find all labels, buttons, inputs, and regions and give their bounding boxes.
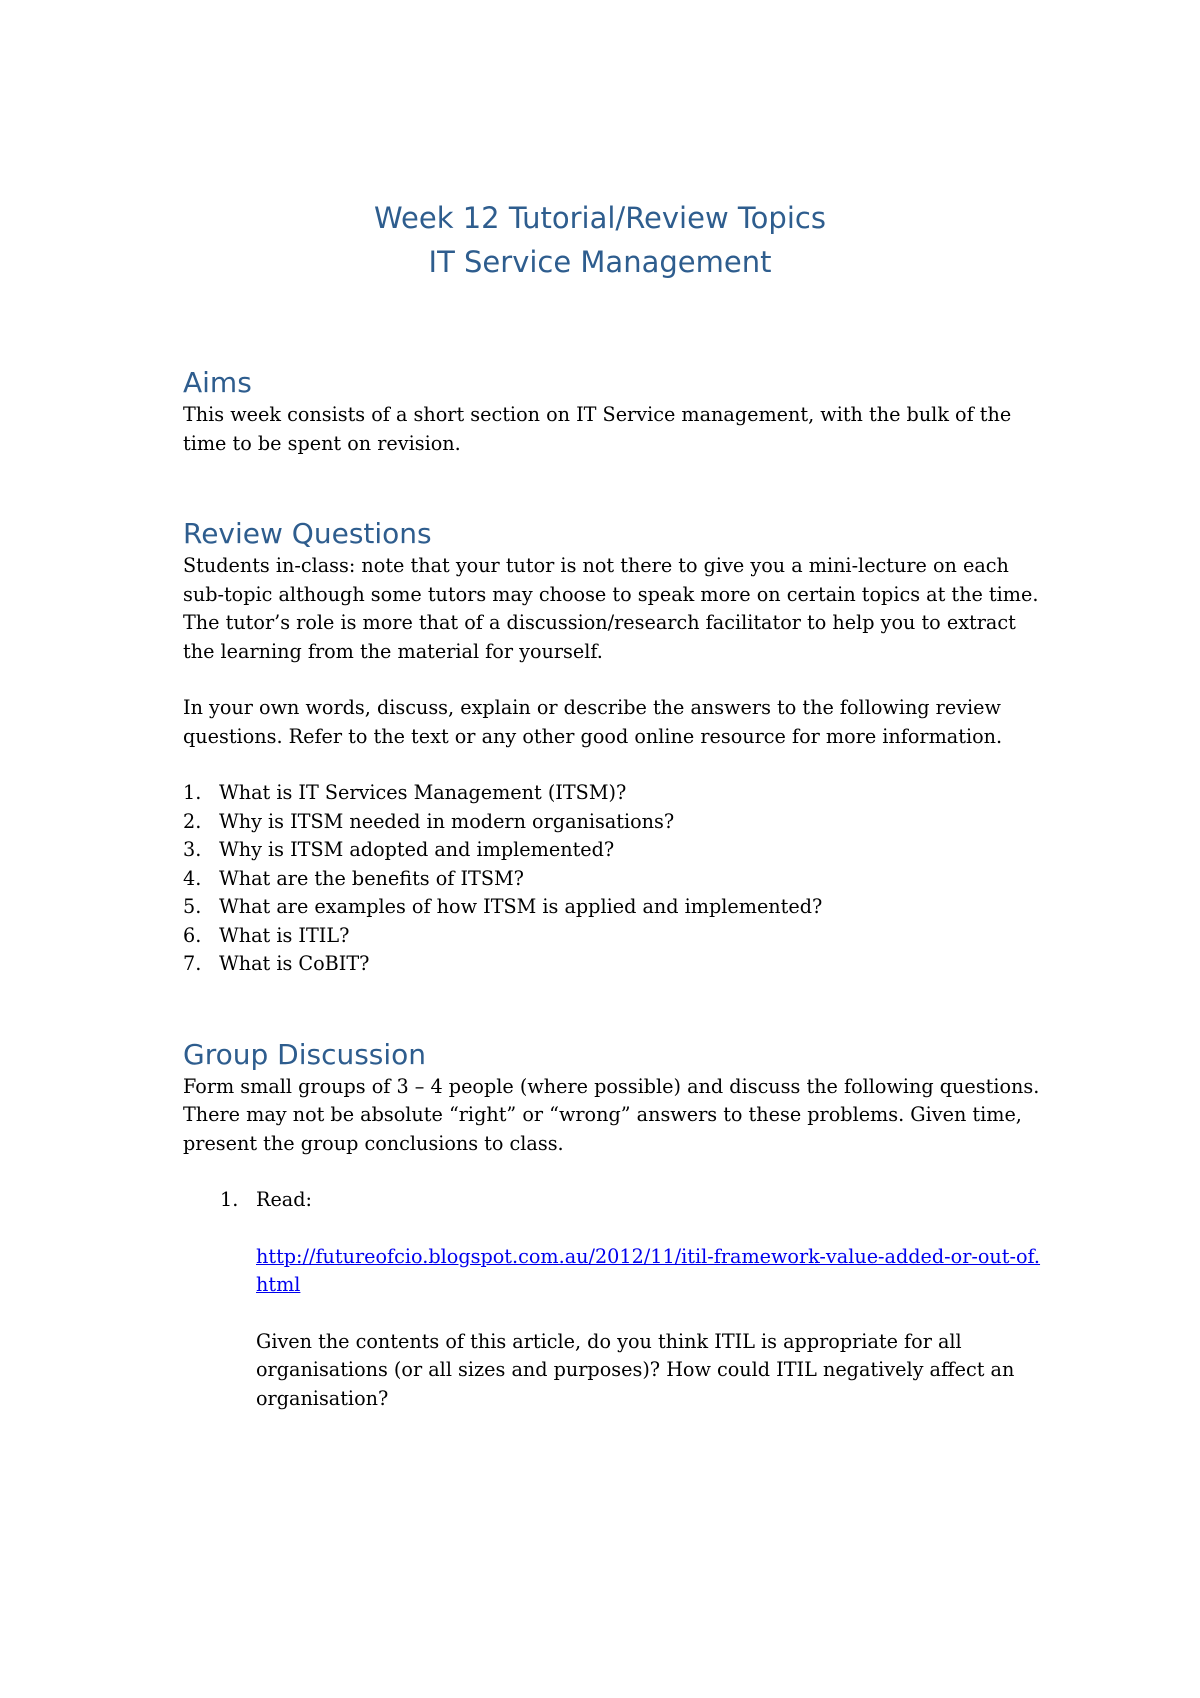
document-body — [183, 365, 1043, 1413]
review-question: 3. Why is ITSM adopted and implemented? — [183, 838, 615, 861]
review-question: 2. Why is ITSM needed in modern organisations? — [183, 809, 675, 833]
title-line-2: IT Service Management — [428, 245, 772, 279]
review-question-list — [183, 779, 1043, 979]
group-heading: Group Discussion — [183, 1037, 427, 1071]
review-question: 4. What are the benefits of ITSM? — [183, 866, 524, 890]
title-line-1: Week 12 Tutorial/Review Topics — [374, 201, 826, 235]
article-link-wrapper — [256, 1243, 1043, 1300]
document-title — [0, 196, 1200, 284]
review-paragraph-2: In your own words, discuss, explain or describe the answers to the following review questions. Refer to the text or any other good online resource for more information. — [183, 696, 1003, 748]
aims-text: This week consists of a short section on IT Service management, with the bulk of the time to be spent on revision. — [183, 403, 1012, 455]
review-heading: Review Questions — [183, 517, 432, 550]
discussion-item-number: 1. — [220, 1188, 239, 1211]
review-question: 6. What is ITIL? — [183, 923, 350, 947]
review-question: 5. What are examples of how ITSM is applied and implemented? — [183, 895, 823, 918]
group-discussion-section — [183, 1037, 1043, 1414]
review-section — [183, 516, 1043, 979]
review-question: 1. What is IT Services Management (ITSM)? — [183, 781, 627, 804]
aims-heading: Aims — [183, 366, 252, 399]
review-question: 7. What is CoBIT? — [183, 952, 370, 975]
discussion-question: Given the contents of this article, do you think ITIL is appropriate for all organisations (or all sizes and purposes)? How could ITIL negatively affect an organisation? — [256, 1329, 1015, 1410]
discussion-item — [183, 1186, 1043, 1413]
aims-section — [183, 365, 1043, 458]
discussion-item-label: Read: — [256, 1188, 312, 1211]
group-intro: Form small groups of 3 – 4 people (where possible) and discuss the following questions. There may not be absolute “right” or “wrong” answers to these problems. Given time, present the group conclusions to class. — [183, 1074, 1040, 1155]
article-link[interactable]: http://futureofcio.blogspot.com.au/2012/11/itil-framework-value-added-or-out-of.html — [256, 1244, 1041, 1296]
review-paragraph-1: Students in-class: note that your tutor is not there to give you a mini-lecture on each sub-topic although some tutors may choose to speak more on certain topics at the time. The tutor’s role is more that of a discussion/research facilitator to help you to extract the learning from the material for yourself. — [183, 554, 1039, 663]
